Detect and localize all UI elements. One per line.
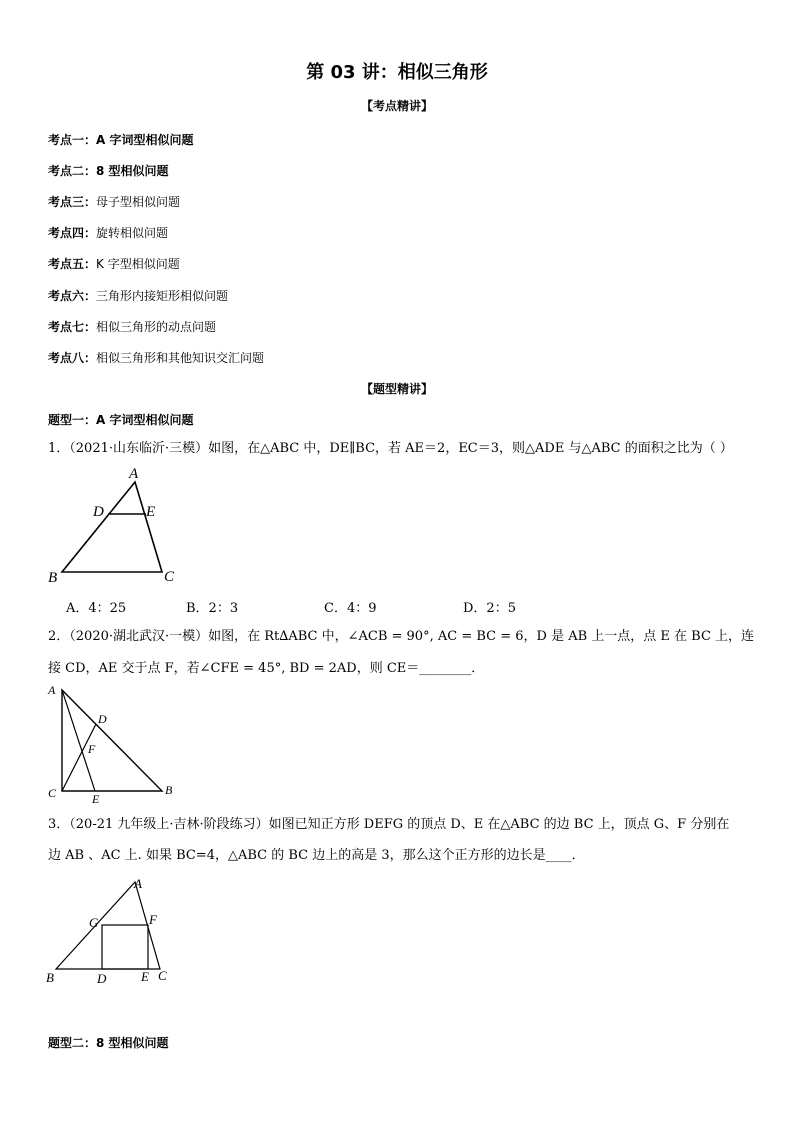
- question-2-line-2: 接 CD，AE 交于点 F，若∠CFE = 45°, BD = 2AD，则 CE＝________．: [48, 661, 485, 676]
- svg-text:A: A: [48, 683, 56, 697]
- point-item: 考点二：8 型相似问题: [48, 164, 169, 178]
- question-1-figure: [40, 462, 190, 587]
- point-item: 考点八：相似三角形和其他知识交汇问题: [48, 351, 265, 365]
- point-item: 考点一：A 字词型相似问题: [48, 133, 194, 147]
- svg-text:E: E: [146, 504, 156, 520]
- question-1-text: 1．（2021·山东临沂·三模）如图，在△ABC 中，DE∥BC，若 AE＝2，EC＝3，则△ADE 与△ABC 的面积之比为（ ）: [48, 441, 733, 456]
- point-item: 考点四：旋转相似问题: [48, 226, 169, 240]
- svg-text:D: D: [97, 971, 107, 986]
- svg-text:C: C: [48, 786, 57, 800]
- svg-text:C: C: [158, 968, 167, 983]
- point-item: 考点六：三角形内接矩形相似问题: [48, 289, 229, 303]
- type-heading: 题型二：8 型相似问题: [48, 1036, 169, 1050]
- option-b[interactable]: B．2：3: [186, 601, 239, 616]
- svg-text:D: D: [98, 712, 107, 726]
- option-a[interactable]: A．4：25: [66, 601, 127, 616]
- point-item: 考点三：母子型相似问题: [48, 195, 181, 209]
- svg-text:G: G: [89, 915, 99, 930]
- point-item: 考点七：相似三角形的动点问题: [48, 320, 217, 334]
- page-title: 第 03 讲：相似三角形: [306, 62, 488, 83]
- svg-text:F: F: [149, 912, 157, 927]
- section-heading-points: 【考点精讲】: [360, 99, 433, 113]
- svg-text:F: F: [88, 742, 96, 756]
- point-item: 考点五：K 字型相似问题: [48, 257, 180, 271]
- question-2-figure: [40, 680, 190, 808]
- svg-text:D: D: [93, 504, 104, 520]
- svg-text:E: E: [92, 792, 100, 806]
- option-d[interactable]: D．2：5: [463, 601, 516, 616]
- question-3-line-1: 3．（20-21 九年级上·吉林·阶段练习）如图已知正方形 DEFG 的顶点 D、E 在△ABC 的边 BC 上，顶点 G、F 分别在: [48, 817, 730, 832]
- svg-text:B: B: [46, 970, 54, 985]
- svg-text:A: A: [134, 876, 142, 891]
- svg-text:B: B: [165, 783, 173, 797]
- section-heading-types: 【题型精讲】: [360, 382, 433, 396]
- svg-text:C: C: [164, 569, 175, 585]
- svg-text:A: A: [129, 466, 139, 482]
- type-heading: 题型一：A 字词型相似问题: [48, 413, 194, 427]
- question-3-figure: [40, 870, 190, 990]
- question-3-line-2: 边 AB 、AC 上. 如果 BC=4，△ABC 的 BC 边上的高是 3，那么这个正方形的边长是____．: [48, 848, 585, 863]
- svg-text:E: E: [141, 969, 149, 984]
- option-c[interactable]: C．4：9: [324, 601, 377, 616]
- question-2-line-1: 2．（2020·湖北武汉·一模）如图，在 Rt∆ABC 中，∠ACB = 90°, AC = BC = 6，D 是 AB 上一点，点 E 在 BC 上，连: [48, 629, 755, 644]
- svg-text:B: B: [48, 570, 58, 586]
